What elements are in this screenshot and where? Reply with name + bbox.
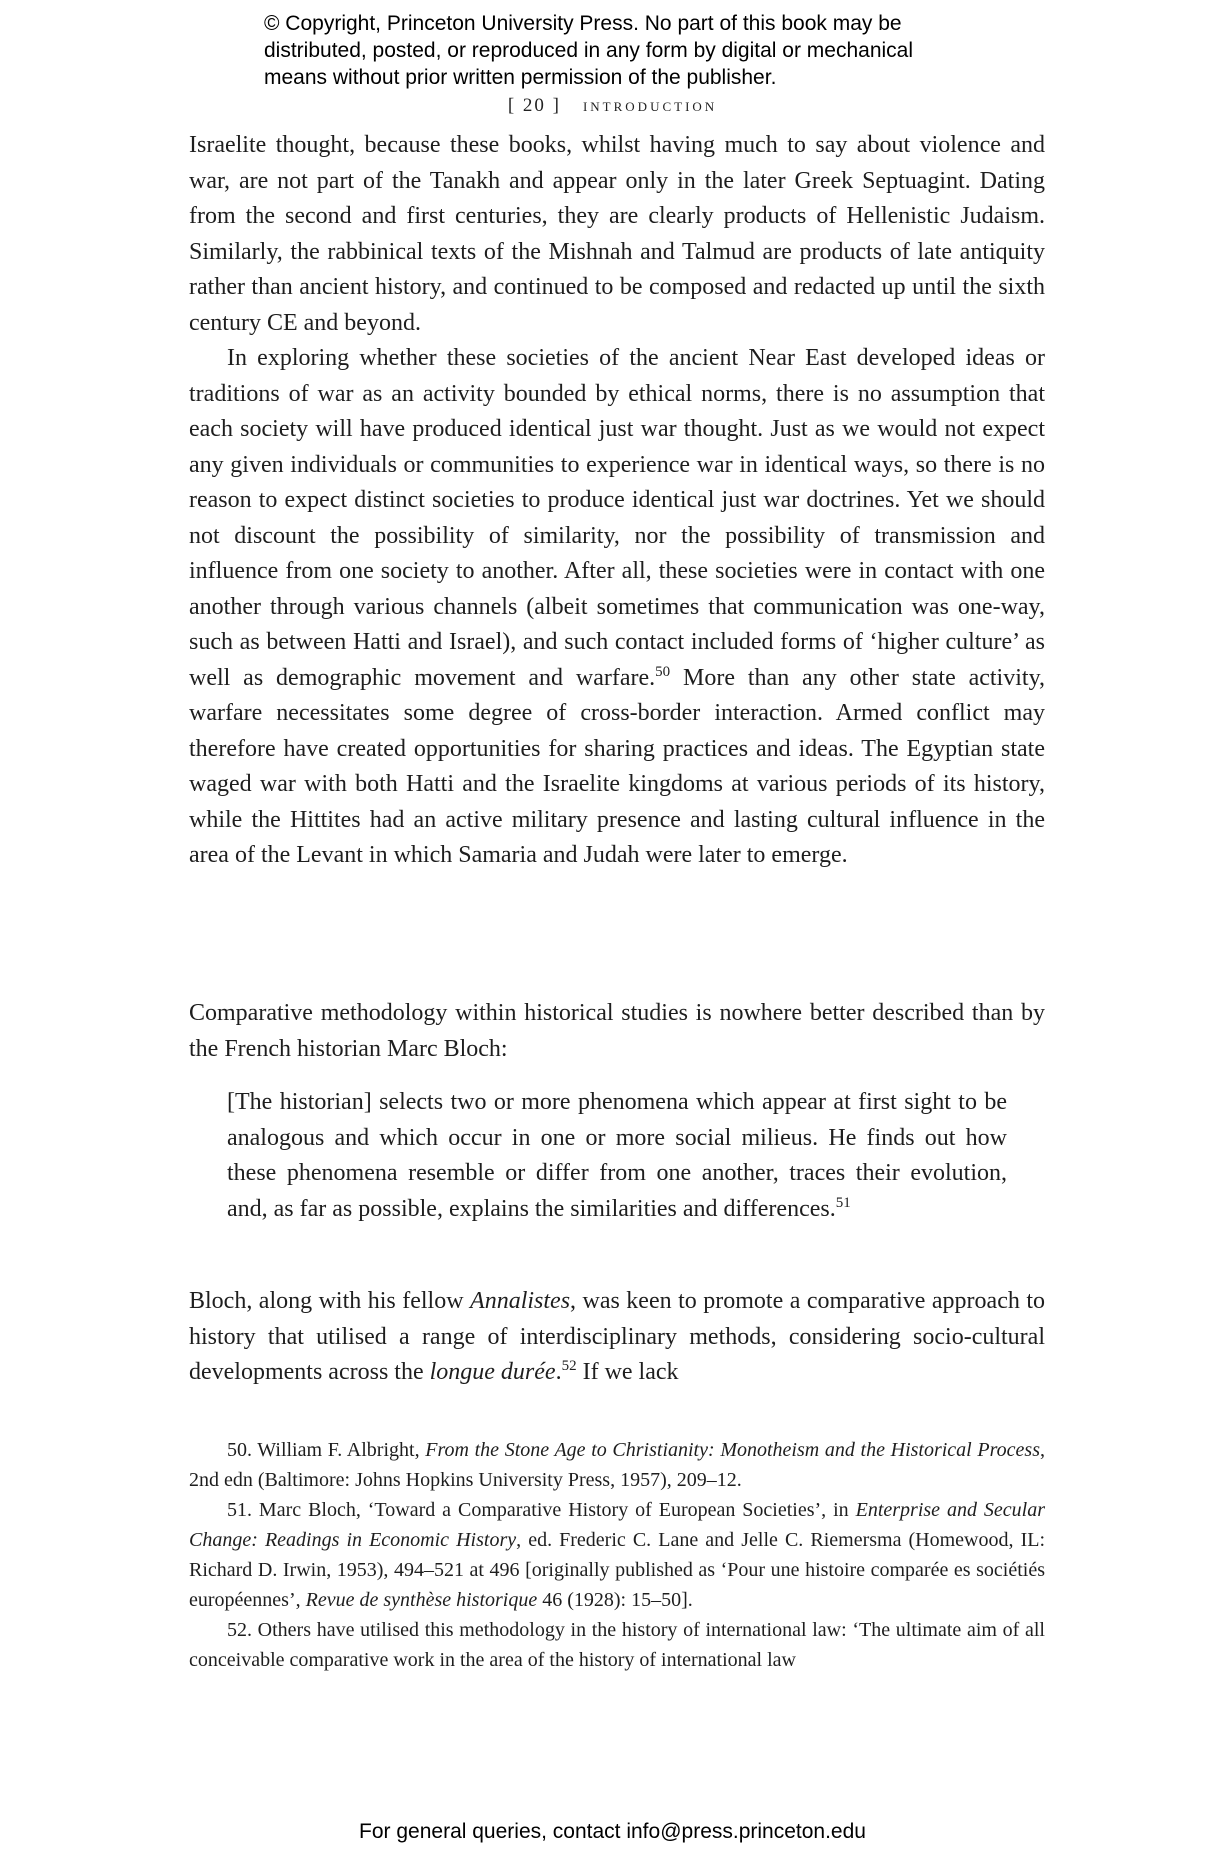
- footnote-51-title: Enterprise and Secular Change: Readings in Economic History: [189, 1499, 1046, 1551]
- footnotes: [189, 1435, 1045, 1675]
- paragraph-4-text-d: If we lack: [576, 1359, 679, 1385]
- paragraph-2-text-b: More than any other state activity, warfare necessitates some degree of cross-border interaction. Armed conflict may therefore have created opportunities for sharing practices and ideas. The Egyptian state waged war with both Hatti and the Israelite kingdoms at various periods of its history, while the Hittites had an active military presence and lasting cultural influence in the area of the Levant in which Samaria and Judah were later to emerge.: [189, 664, 1046, 868]
- paragraph-4-text-b: , was keen to promote a comparative approach to history that utilised a range of interdisciplinary methods, considering socio-cultural developments across the: [189, 1288, 1046, 1385]
- footnote-52: 52. Others have utilised this methodology in the history of international law: ‘The ultimate aim of all conceivable comparative work in the area of the history of international law: [189, 1619, 1045, 1671]
- footnote-51-text-a: 51. Marc Bloch, ‘Toward a Comparative History of European Societies’, in: [227, 1499, 856, 1521]
- body-text-middle: [189, 996, 1045, 1067]
- block-quote: [227, 1085, 1007, 1227]
- note-ref-50[interactable]: 50: [655, 663, 671, 680]
- body-text-lower: [189, 1284, 1045, 1391]
- note-ref-51[interactable]: 51: [835, 1194, 851, 1211]
- paragraph-4: [189, 1284, 1045, 1391]
- quote-text: [The historian] selects two or more phenomena which appear at first sight to be analogous and which occur in one or more social milieus. He finds out how these phenomena resemble or differ from one another, traces their evolution, and, as far as possible, explains the similarities and differences.: [227, 1089, 1007, 1222]
- footnote-50-text-b: , 2nd edn (Baltimore: Johns Hopkins University Press, 1957), 209–12.: [189, 1439, 1045, 1491]
- note-ref-52[interactable]: 52: [561, 1358, 577, 1374]
- copyright-notice: [264, 10, 1024, 91]
- footnote-51: [189, 1495, 1045, 1615]
- body-text-upper: [189, 128, 1045, 874]
- italic-annalistes: Annalistes: [470, 1288, 571, 1314]
- footnote-51-text-c: 46 (1928): 15–50].: [537, 1589, 693, 1611]
- paragraph-4-text-a: Bloch, along with his fellow: [189, 1288, 471, 1314]
- italic-longue-duree: longue durée: [429, 1359, 556, 1385]
- paragraph-2: [189, 341, 1045, 874]
- footnote-50: [189, 1435, 1045, 1495]
- paragraph-2-text-a: In exploring whether these societies of the ancient Near East developed ideas or traditions of war as an activity bounded by ethical norms, there is no assumption that each society will have produced identical just war thought. Just as we would not expect any given individuals or communities to experience war in identical ways, so there is no reason to expect distinct societies to produce identical just war doctrines. Yet we should not discount the possibility of similarity, nor the possibility of transmission and influence from one society to another. After all, these societies were in contact with one another through various channels (albeit sometimes that communication was one-way, such as between Hatti and Israel), and such contact included forms of ‘higher culture’ as well as demographic movement and warfare.: [189, 345, 1045, 691]
- footnote-50-text-a: 50. William F. Albright,: [227, 1439, 426, 1461]
- copyright-line: distributed, posted, or reproduced in any form by digital or mechanical: [264, 39, 914, 62]
- footnote-50-title: From the Stone Age to Christianity: Monotheism and the Historical Process: [425, 1439, 1040, 1461]
- page-number: [ 20 ]: [507, 95, 561, 116]
- copyright-line: means without prior written permission of the publisher.: [264, 66, 777, 89]
- footnote-51-text-b: , ed. Frederic C. Lane and Jelle C. Riemersma (Homewood, IL: Richard D. Irwin, 1953), 494–521 at 496 [originally published as ‘Pour une histoire comparée es sociétiés européennes’,: [189, 1529, 1046, 1611]
- paragraph-1: Israelite thought, because these books, whilst having much to say about violence and war, are not part of the Tanakh and appear only in the later Greek Septuagint. Dating from the second and first centuries, they are clearly products of Hellenistic Judaism. Similarly, the rabbinical texts of the Mishnah and Talmud are products of late antiquity rather than ancient history, and continued to be composed and redacted up until the sixth century CE and beyond.: [189, 132, 1045, 336]
- copyright-line: © Copyright, Princeton University Press. No part of this book may be: [264, 12, 902, 35]
- running-head: [0, 95, 1225, 117]
- paragraph-4-text-c: .: [555, 1359, 562, 1385]
- footer-contact: For general queries, contact info@press.princeton.edu: [359, 1820, 866, 1843]
- paragraph-3: Comparative methodology within historical studies is nowhere better described than by the French historian Marc Bloch:: [189, 1000, 1045, 1062]
- footnote-51-journal: Revue de synthèse historique: [305, 1589, 538, 1611]
- chapter-title: introduction: [582, 95, 718, 116]
